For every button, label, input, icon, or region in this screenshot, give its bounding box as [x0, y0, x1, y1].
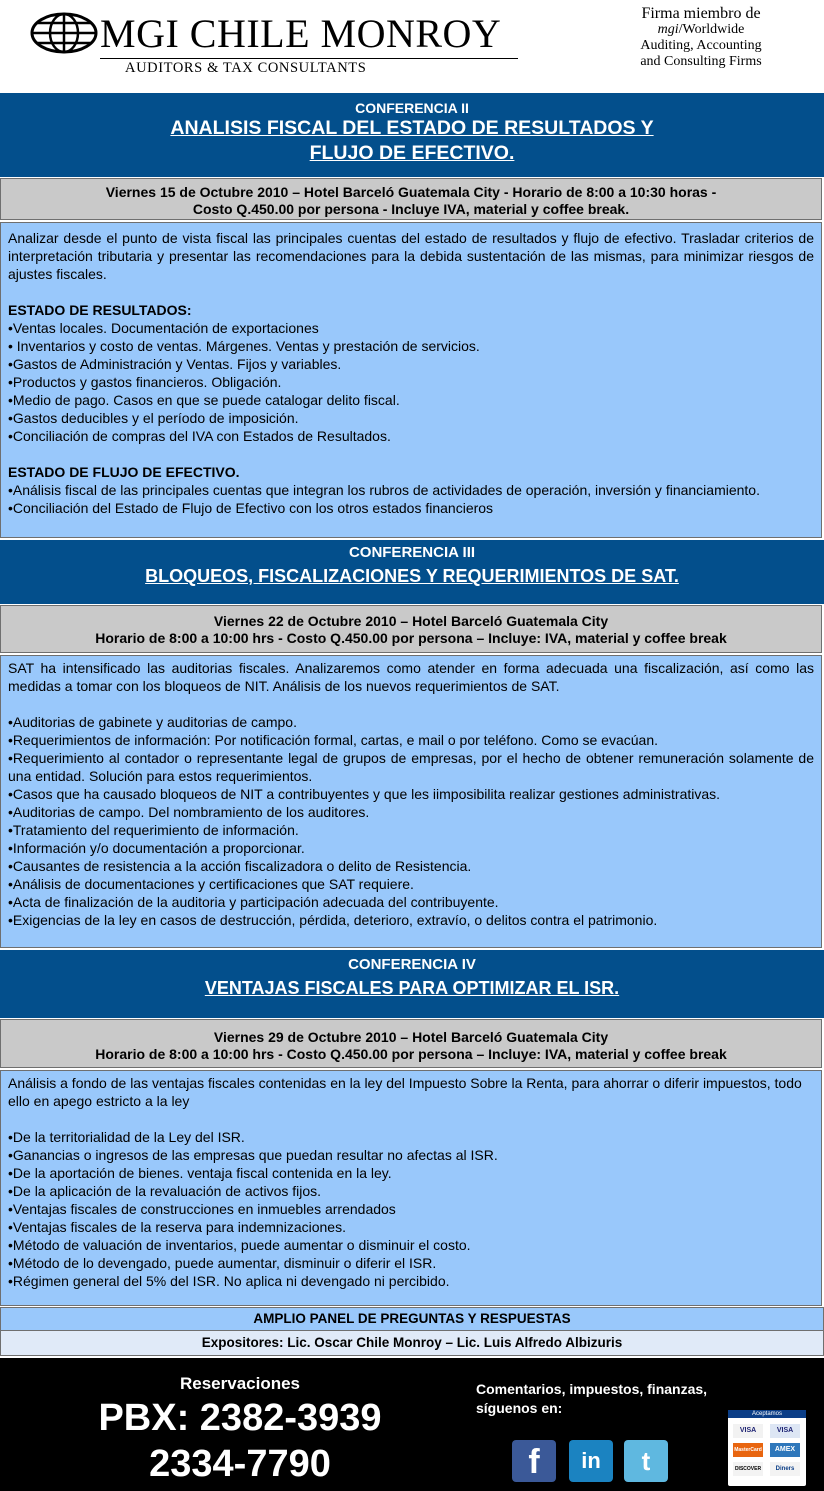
discover-card-icon: DISCOVER: [733, 1462, 763, 1476]
footer: [0, 1358, 824, 1491]
conf4-title: VENTAJAS FISCALES PARA OPTIMIZAR EL ISR.: [204, 978, 620, 998]
firma-line4: and Consulting Firms: [640, 54, 762, 69]
list-item: •Método de lo devengado, puede aumentar, disminuir o diferir el ISR.: [8, 1255, 437, 1271]
list-item: •De la territorialidad de la Ley del ISR.: [8, 1129, 245, 1145]
speakers-line: Expositores: Lic. Oscar Chile Monroy – Lic. Luis Alfredo Albizuris: [0, 1330, 824, 1356]
phone-secondary[interactable]: 2334-7790: [149, 1443, 331, 1485]
conf4-info-line2: Horario de 8:00 a 10:00 hrs - Costo Q.450.00 por persona – Incluye: IVA, material y coffee break: [95, 1046, 727, 1062]
list-item: •Auditorias de gabinete y auditorias de campo.: [8, 714, 297, 730]
list-item: • Inventarios y costo de ventas. Márgenes. Ventas y prestación de servicios.: [8, 338, 480, 354]
qa-panel-title: AMPLIO PANEL DE PREGUNTAS Y RESPUESTAS: [0, 1307, 824, 1331]
conf4-info: [0, 1019, 822, 1068]
globe-logo-icon: [30, 12, 98, 54]
list-item: •Información y/o documentación a proporcionar.: [8, 840, 305, 856]
list-item: •Tratamiento del requerimiento de información.: [8, 822, 299, 838]
conf3-info-line2: Horario de 8:00 a 10:00 hrs - Costo Q.450.00 por persona – Incluye: IVA, material y coffee break: [95, 630, 727, 646]
twitter-icon[interactable]: t: [624, 1440, 668, 1482]
list-item: •Análisis de documentaciones y certificaciones que SAT requiere.: [8, 876, 414, 892]
mastercard-icon: MasterCard: [733, 1443, 763, 1457]
linkedin-icon[interactable]: in: [569, 1440, 613, 1482]
member-firm-note: [596, 6, 806, 70]
list-item: •Análisis fiscal de las principales cuentas que integran los rubros de actividades de operación, inversión y financiamiento.: [8, 482, 760, 498]
phone-pbx[interactable]: PBX: 2382-3939: [98, 1397, 382, 1439]
conf2-info-line1: Viernes 15 de Octubre 2010 – Hotel Barceló Guatemala City - Horario de 8:00 a 10:30 horas -: [105, 184, 717, 200]
list-item: •Gastos de Administración y Ventas. Fijos y variables.: [8, 356, 342, 372]
firma-line2: mgi/Worldwide: [657, 22, 745, 37]
list-item: •Ventas locales. Documentación de exportaciones: [8, 320, 319, 336]
conf4-banner: [0, 950, 824, 1018]
conf2-intro: Analizar desde el punto de vista fiscal las principales cuentas del estado de resultados y flujo de efectivo. Trasladar criterios de interpretación tributaria y presentar las recomendaciones para la debida sustentación de las mismas, para minimizar riesgos de ajustes fiscales.: [8, 230, 814, 282]
list-item: •Medio de pago. Casos en que se puede catalogar delito fiscal.: [8, 392, 400, 408]
diners-card-icon: Diners: [770, 1462, 800, 1476]
list-item: •Gastos deducibles y el período de imposición.: [8, 410, 299, 426]
list-item: •De la aplicación de la revaluación de activos fijos.: [8, 1183, 322, 1199]
list-item: •Conciliación de compras del IVA con Estados de Resultados.: [8, 428, 391, 444]
conf3-banner: [0, 540, 824, 604]
list-item: •Ganancias o ingresos de las empresas que puedan resultar no afectas al ISR.: [8, 1147, 498, 1163]
conf2-number: CONFERENCIA II: [355, 100, 469, 116]
cards-header: Aceptamos: [728, 1410, 806, 1418]
reservations-label: Reservaciones: [179, 1374, 301, 1393]
conf4-info-line1: Viernes 29 de Octubre 2010 – Hotel Barceló Guatemala City: [213, 1029, 609, 1045]
conf2-info-line2: Costo Q.450.00 por persona - Incluye IVA, material y coffee break.: [192, 201, 630, 217]
facebook-icon[interactable]: f: [512, 1440, 556, 1482]
conf2-info: [0, 178, 822, 220]
list-item: •Requerimiento al contador o representante legal de grupos de empresas, por el hecho de obtener remuneración solamente de una entidad. Solución para estos requerimientos.: [8, 750, 814, 784]
conf3-info-line1: Viernes 22 de Octubre 2010 – Hotel Barceló Guatemala City: [213, 613, 609, 629]
brand-tagline: AUDITORS & TAX CONSULTANTS: [125, 60, 367, 76]
conf2-banner: [0, 93, 824, 177]
conf3-title: BLOQUEOS, FISCALIZACIONES Y REQUERIMIENTOS DE SAT.: [145, 566, 679, 586]
social-text: Comentarios, impuestos, finanzas, síguenos en:: [476, 1381, 708, 1416]
conf2-title-line2: FLUJO DE EFECTIVO.: [309, 142, 515, 164]
conf3-number: CONFERENCIA III: [348, 544, 476, 561]
conf4-number: CONFERENCIA IV: [348, 956, 476, 973]
accepted-cards: [728, 1410, 806, 1486]
list-item: •Conciliación del Estado de Flujo de Efectivo con los otros estados financieros: [8, 500, 494, 516]
mgi-logo-text: mgi: [657, 22, 679, 37]
conf3-description: [0, 655, 822, 948]
list-item: •Casos que ha causado bloqueos de NIT a contribuyentes y que les iimposibilita realizar gestiones administrativas.: [8, 786, 721, 802]
conf2-description: [0, 222, 822, 538]
conf4-description: [0, 1070, 822, 1306]
conf3-info: [0, 605, 822, 653]
conf2-section2-title: ESTADO DE FLUJO DE EFECTIVO.: [8, 464, 240, 480]
header: [0, 0, 824, 92]
visa-electron-card-icon: VISA: [770, 1424, 800, 1438]
list-item: •Ventajas fiscales de construcciones en inmuebles arrendados: [8, 1201, 396, 1217]
list-item: •Acta de finalización de la auditoria y participación adecuada del contribuyente.: [8, 894, 499, 910]
conf2-title-line1: ANALISIS FISCAL DEL ESTADO DE RESULTADOS Y: [170, 117, 654, 139]
visa-card-icon: VISA: [733, 1424, 763, 1438]
conf3-intro: SAT ha intensificado las auditorias fiscales. Analizaremos como atender en forma adecuada una fiscalización, así como las medidas a tomar con los bloqueos de NIT. Análisis de los nuevos requerimientos de SAT.: [8, 660, 814, 694]
list-item: •Régimen general del 5% del ISR. No aplica ni devengado ni percibido.: [8, 1273, 450, 1289]
list-item: •Causantes de resistencia a la acción fiscalizadora o delito de Resistencia.: [8, 858, 472, 874]
brand-name: MGI CHILE MONROY: [100, 11, 502, 56]
list-item: •Exigencias de la ley en casos de destrucción, pérdida, deterioro, extravío, o delitos contra el patrimonio.: [8, 912, 658, 928]
firma-line1: Firma miembro de: [641, 5, 761, 22]
worldwide-text: Worldwide: [682, 22, 745, 37]
list-item: •Productos y gastos financieros. Obligación.: [8, 374, 282, 390]
list-item: •Ventajas fiscales de la reserva para indemnizaciones.: [8, 1219, 346, 1235]
firma-line3: Auditing, Accounting: [640, 38, 762, 53]
amex-card-icon: AMEX: [770, 1443, 800, 1457]
list-item: •Método de valuación de inventarios, puede aumentar o disminuir el costo.: [8, 1237, 471, 1253]
list-item: •Requerimientos de información: Por notificación formal, cartas, e mail o por teléfono. Como se evacúan.: [8, 732, 658, 748]
list-item: •De la aportación de bienes. ventaja fiscal contenida en la ley.: [8, 1165, 392, 1181]
brand-underline: [100, 58, 518, 59]
conf2-section1-title: ESTADO DE RESULTADOS:: [8, 302, 192, 318]
list-item: •Auditorias de campo. Del nombramiento de los auditores.: [8, 804, 370, 820]
conf4-intro: Análisis a fondo de las ventajas fiscales contenidas en la ley del Impuesto Sobre la Renta, para ahorrar o diferir impuestos, todo ello en apego estricto a la ley: [8, 1075, 802, 1109]
